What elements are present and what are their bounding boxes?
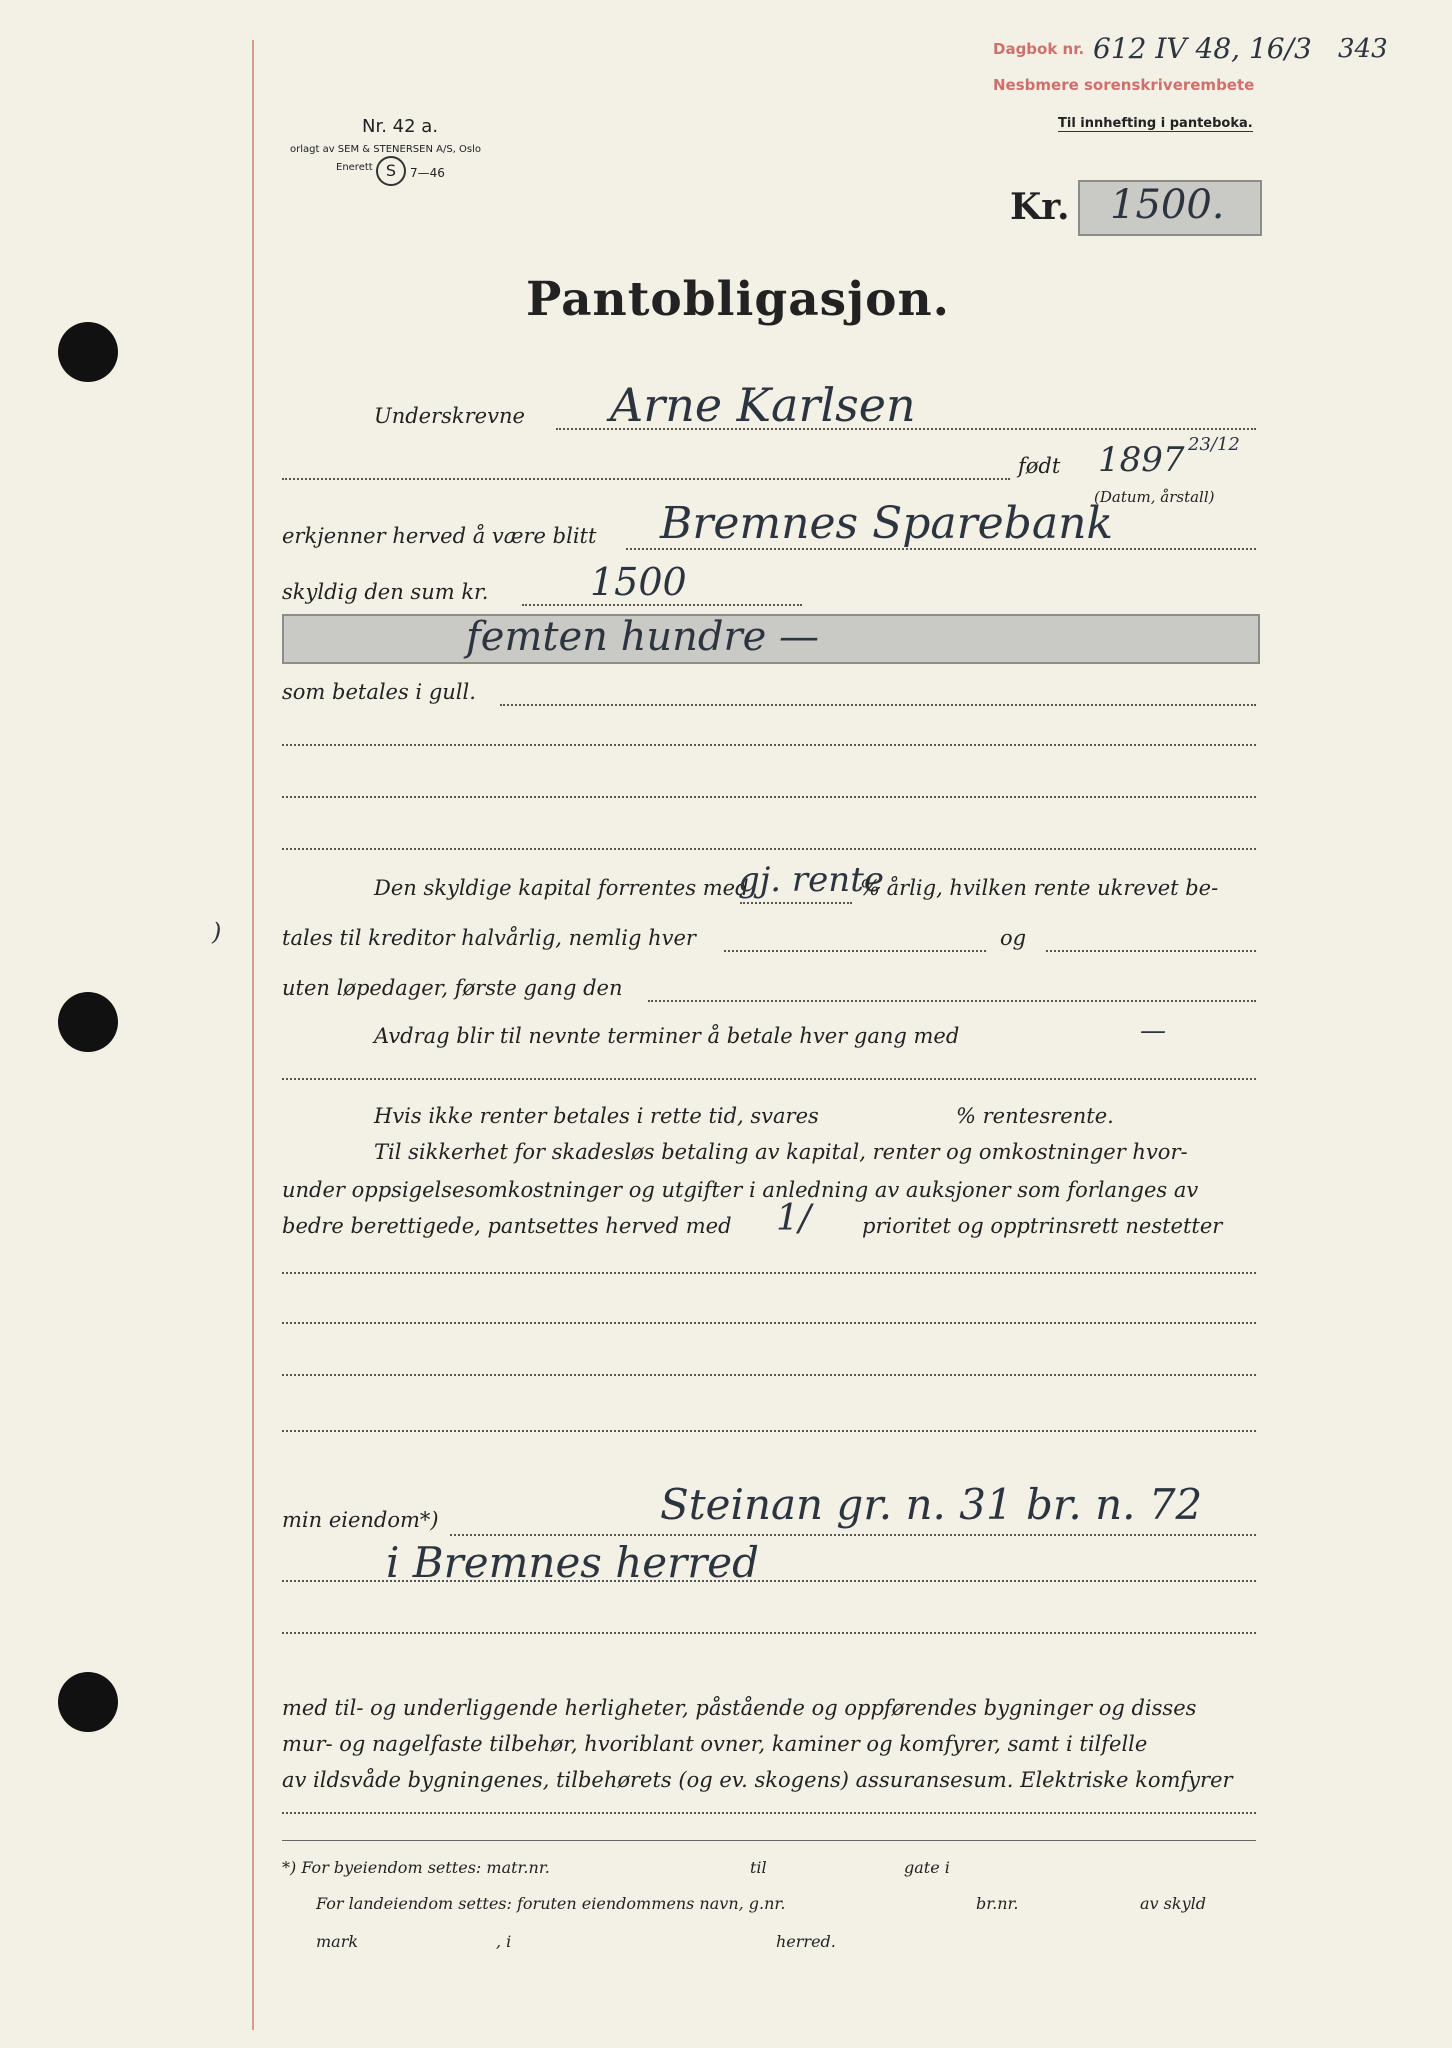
security-line-3b: prioritet og opptrinsrett nestetter — [862, 1214, 1223, 1238]
footnote-line-3c: herred. — [776, 1932, 836, 1951]
margin-rule — [252, 40, 254, 2030]
appurtenance-line-1: med til- og underliggende herligheter, påstående og oppførendes bygninger og disses — [282, 1696, 1197, 1720]
form-number: Nr. 42 a. — [362, 116, 439, 137]
punch-hole — [58, 1672, 118, 1732]
page-number: 343 — [1338, 34, 1388, 64]
appurtenance-line-3: av ildsvåde bygningenes, tilbehørets (og ev. skogens) assuransesum. Elektriske komfyrer — [282, 1768, 1233, 1792]
security-line-1: Til sikkerhet for skadesløs betaling av kapital, renter og omkostninger hvor- — [374, 1140, 1188, 1164]
penalty-line-a: Hvis ikke renter betales i rette tid, svares — [374, 1104, 819, 1128]
copyright-line: Enerett — [336, 162, 373, 173]
sum-label: skyldig den sum kr. — [282, 580, 489, 604]
property-value-1: Steinan gr. n. 31 br. n. 72 — [660, 1480, 1203, 1529]
interest-date-line-1 — [724, 950, 986, 952]
blank-line — [282, 1272, 1256, 1274]
priority-value: 1/ — [776, 1198, 812, 1239]
undersigned-line-2 — [282, 478, 1010, 480]
property-value-2: i Bremnes herred — [386, 1538, 760, 1587]
creditor-label: erkjenner herved å være blitt — [282, 524, 597, 548]
installment-line: Avdrag blir til nevnte terminer å betale hver gang med — [374, 1024, 960, 1048]
sum-words: femten hundre — — [466, 614, 820, 660]
print-date: 7—46 — [410, 166, 445, 180]
penalty-line-b: % rentesrente. — [956, 1104, 1114, 1128]
undersigned-signature: Arne Karlsen — [610, 378, 916, 432]
footnote-rule — [282, 1840, 1256, 1841]
journal-stamp-label: Dagbok nr. — [993, 40, 1085, 58]
security-line-2: under oppsigelsesomkostninger og utgifter i anledning av auksjoner som forlanges av — [282, 1178, 1199, 1202]
security-line-3a: bedre berettigede, pantsettes herved med — [282, 1214, 732, 1238]
amount-label: Kr. — [1010, 186, 1070, 228]
amount-value: 1500. — [1110, 182, 1225, 228]
footnote-line-1c: gate i — [904, 1858, 950, 1877]
property-line-2 — [282, 1580, 1256, 1582]
interest-and: og — [1000, 926, 1027, 950]
blank-line — [282, 744, 1256, 746]
footnote-line-1b: til — [750, 1858, 767, 1877]
interest-line-3: uten løpedager, første gang den — [282, 976, 623, 1000]
footnote-line-1a: *) For byeiendom settes: matr.nr. — [282, 1858, 550, 1877]
footnote-line-2c: av skyld — [1140, 1894, 1206, 1913]
interest-line-1b: % årlig, hvilken rente ukrevet be- — [860, 876, 1219, 900]
installment-value: — — [1140, 1016, 1166, 1046]
interest-date-line-2 — [1046, 950, 1256, 952]
gold-line — [500, 704, 1256, 706]
blank-line — [282, 1430, 1256, 1432]
property-label: min eiendom*) — [282, 1508, 439, 1532]
punch-hole — [58, 992, 118, 1052]
journal-stamp-value: 612 IV 48, 16/3 — [1093, 32, 1312, 65]
blank-line — [282, 796, 1256, 798]
sum-value: 1500 — [590, 560, 687, 604]
appurtenance-line-2: mur- og nagelfaste tilbehør, hvoriblant ovner, kaminer og komfyrer, samt i tilfelle — [282, 1732, 1148, 1756]
interest-line-2a: tales til kreditor halvårlig, nemlig hver — [282, 926, 696, 950]
born-day: 23/12 — [1188, 434, 1240, 455]
interest-rate-line — [740, 902, 852, 904]
gold-label: som betales i gull. — [282, 680, 476, 704]
footnote-line-2a: For landeiendom settes: foruten eiendommens navn, g.nr. — [316, 1894, 786, 1913]
blank-line — [282, 1632, 1256, 1634]
interest-rate-value: gj. rente — [738, 860, 884, 900]
margin-mark: ) — [212, 918, 222, 946]
punch-hole — [58, 322, 118, 382]
document-title: Pantobligasjon. — [526, 272, 951, 327]
blank-line — [282, 1078, 1256, 1080]
property-line-1 — [450, 1534, 1256, 1536]
filing-note: Til innhefting i panteboka. — [1058, 116, 1253, 131]
blank-line — [282, 1322, 1256, 1324]
interest-line-1a: Den skyldige kapital forrentes med — [374, 876, 749, 900]
footnote-line-2b: br.nr. — [976, 1894, 1019, 1913]
blank-line — [282, 1812, 1256, 1814]
publisher-line: orlagt av SEM & STENERSEN A/S, Oslo — [290, 144, 481, 155]
publisher-logo: S — [376, 156, 406, 186]
first-date-line — [648, 1000, 1256, 1002]
footnote-line-3b: , i — [496, 1932, 512, 1951]
born-hint: (Datum, årstall) — [1094, 488, 1215, 506]
footnote-line-3a: mark — [316, 1932, 359, 1951]
creditor-value: Bremnes Sparebank — [660, 498, 1114, 549]
blank-line — [282, 848, 1256, 850]
sum-line — [522, 604, 802, 606]
born-year: 1897 — [1098, 440, 1185, 480]
court-stamp: Nesbmere sorenskriverembete — [993, 76, 1255, 94]
undersigned-label: Underskrevne — [374, 404, 525, 428]
blank-line — [282, 1374, 1256, 1376]
born-label: født — [1018, 454, 1061, 478]
